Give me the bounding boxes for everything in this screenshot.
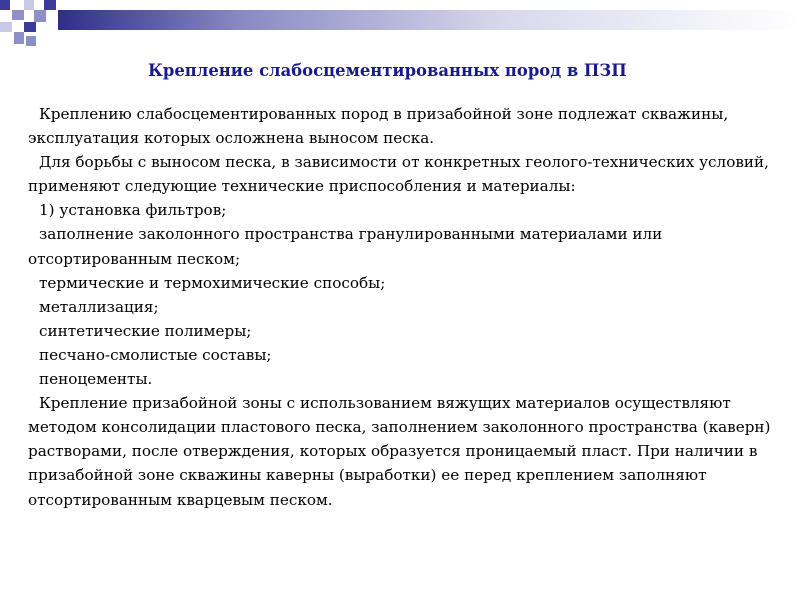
list-item-sand-resin: песчано-смолистые составы;	[39, 345, 272, 364]
deco-square-9	[26, 36, 36, 46]
list-item-foam-cement: пеноцементы.	[39, 370, 153, 389]
paragraph-intro: Креплению слабосцементированных пород в призабойной зоне подлежат скважины, эксплуатация которых осложнена выносом песка.	[28, 105, 729, 148]
list-item-granular-fill: заполнение заколонного пространства гранулированными материалами или отсортированным песком;	[28, 225, 663, 268]
deco-square-7	[14, 32, 24, 44]
list-item-filters: 1) установка фильтров;	[39, 201, 227, 220]
deco-square-1	[0, 0, 10, 10]
deco-square-4	[12, 10, 24, 20]
slide-title: Крепление слабосцементированных пород в ПЗП	[148, 61, 627, 80]
deco-square-6	[0, 22, 12, 32]
header-gradient-bar	[58, 10, 800, 30]
paragraph-binding-materials: Крепление призабойной зоны с использованием вяжущих материалов осуществляют методом консолидации пластового песка, заполнением заколонного пространства (каверн) растворами, после отверждения, которых образуется проницаемый пласт. При наличии в призабойной зоне скважины каверны (выработки) ее перед креплением заполняют отсортированным кварцевым песком.	[28, 394, 771, 509]
paragraph-methods-intro: Для борьбы с выносом песка, в зависимости от конкретных геолого-технических условий, применяют следующие технические приспособления и материалы:	[28, 153, 769, 196]
list-item-polymers: синтетические полимеры;	[39, 321, 252, 340]
deco-square-5	[34, 10, 46, 22]
deco-square-8	[24, 22, 36, 32]
deco-square-3	[44, 0, 56, 10]
header-decoration	[0, 0, 800, 60]
list-item-metallization: металлизация;	[39, 297, 159, 316]
list-item-thermal: термические и термохимические способы;	[39, 273, 386, 292]
deco-square-2	[24, 0, 34, 10]
slide-body	[28, 102, 788, 512]
